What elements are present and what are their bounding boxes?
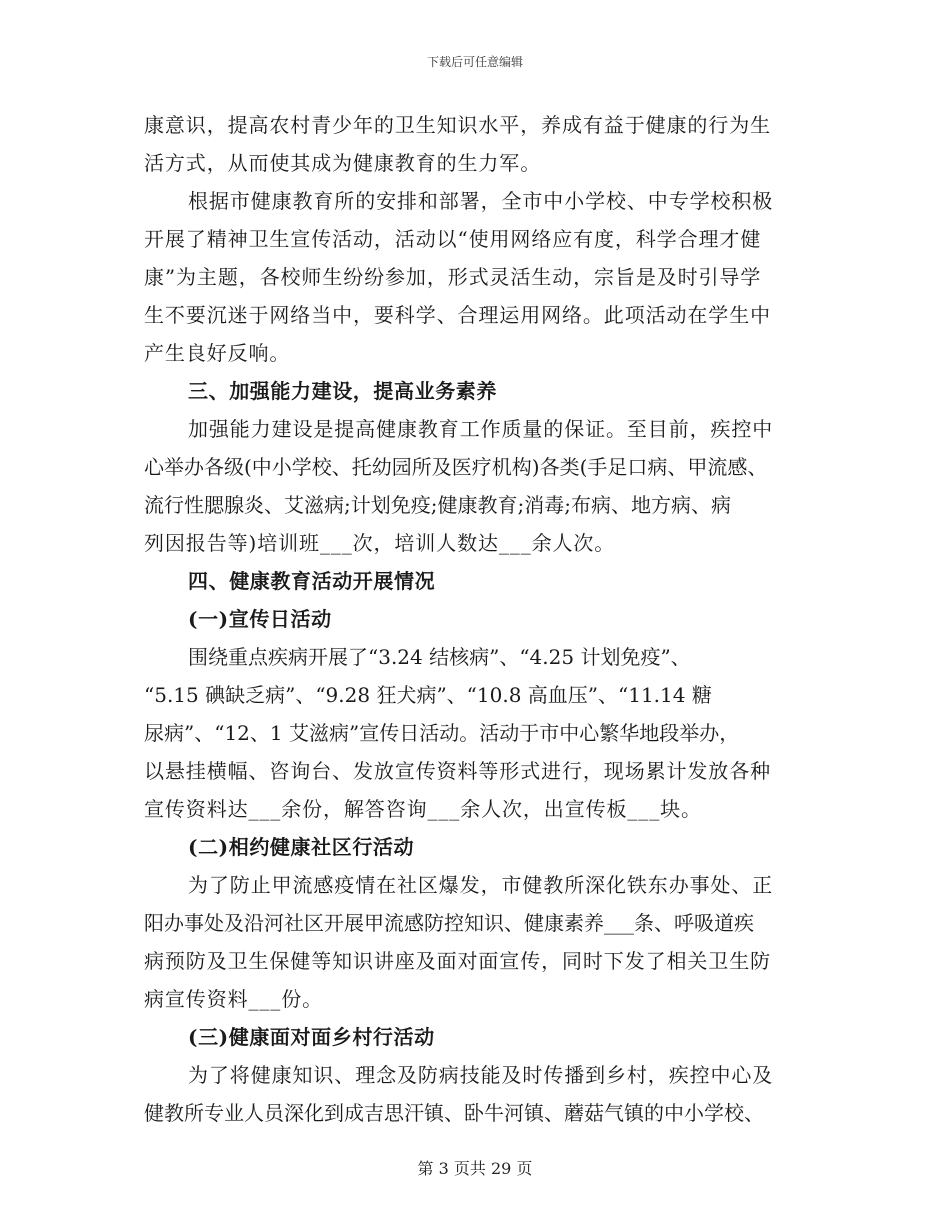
- body-line: 康”为主题，各校师生纷纷参加，形式灵活生动，宗旨是及时引导学: [144, 265, 762, 289]
- body-line: 围绕重点疾病开展了“3.24 结核病”、“4.25 计划免疫”、: [188, 645, 691, 669]
- body-line: “5.15 碘缺乏病”、“9.28 狂犬病”、“10.8 高血压”、“11.14 糖: [144, 683, 712, 707]
- body-line: 加强能力建设是提高健康教育工作质量的保证。至目前，疾控中: [188, 417, 774, 441]
- document-body: [144, 106, 808, 1132]
- body-line: 心举办各级(中小学校、托幼园所及医疗机构)各类(手足口病、甲流感、: [144, 455, 768, 479]
- body-line: 以悬挂横幅、咨询台、发放宣传资料等形式进行，现场累计发放各种: [144, 759, 771, 783]
- subsection-heading-3: (三)健康面对面乡村行活动: [188, 1025, 435, 1049]
- page-header: 下载后可任意编辑: [426, 55, 523, 69]
- body-line: 病宣传资料___份。: [144, 987, 323, 1011]
- body-line: 列因报告等)培训班___次，培训人数达___余人次。: [144, 531, 616, 555]
- page-footer: 第 3 页共 29 页: [417, 1159, 533, 1178]
- body-line: 为了将健康知识、理念及防病技能及时传播到乡村，疾控中心及: [188, 1063, 774, 1087]
- body-line: 尿病”、“12、1 艾滋病”宣传日活动。活动于市中心繁华地段举办，: [144, 721, 740, 745]
- body-line: 康意识，提高农村青少年的卫生知识水平，养成有益于健康的行为生: [144, 113, 771, 137]
- body-line: 产生良好反响。: [144, 341, 291, 365]
- body-line: 健教所专业人员深化到成吉思汗镇、卧牛河镇、蘑菇气镇的中小学校、: [144, 1101, 764, 1125]
- body-line: 宣传资料达___余份，解答咨询___余人次，出宣传板___块。: [144, 797, 702, 821]
- body-line: 阳办事处及沿河社区开展甲流感防控知识、健康素养___条、呼吸道疾: [144, 911, 754, 935]
- body-line: 开展了精神卫生宣传活动，活动以“使用网络应有度，科学合理才健: [144, 227, 762, 251]
- body-line: 为了防止甲流感疫情在社区爆发，市健教所深化铁东办事处、正: [188, 873, 774, 897]
- subsection-heading-2: (二)相约健康社区行活动: [188, 835, 415, 859]
- body-line: 根据市健康教育所的安排和部署，全市中小学校、中专学校积极: [188, 189, 774, 213]
- section-heading-3: 三、加强能力建设，提高业务素养: [188, 379, 497, 403]
- body-line: 活方式，从而使其成为健康教育的生力军。: [144, 151, 542, 175]
- section-heading-4: 四、健康教育活动开展情况: [188, 569, 436, 593]
- body-line: 生不要沉迷于网络当中，要科学、合理运用网络。此项活动在学生中: [144, 303, 771, 327]
- subsection-heading-1: (一)宣传日活动: [188, 607, 332, 631]
- body-line: 流行性腮腺炎、艾滋病;计划免疫;健康教育;消毒;布病、地方病、病: [144, 493, 731, 517]
- body-line: 病预防及卫生保健等知识讲座及面对面宣传，同时下发了相关卫生防: [144, 949, 771, 973]
